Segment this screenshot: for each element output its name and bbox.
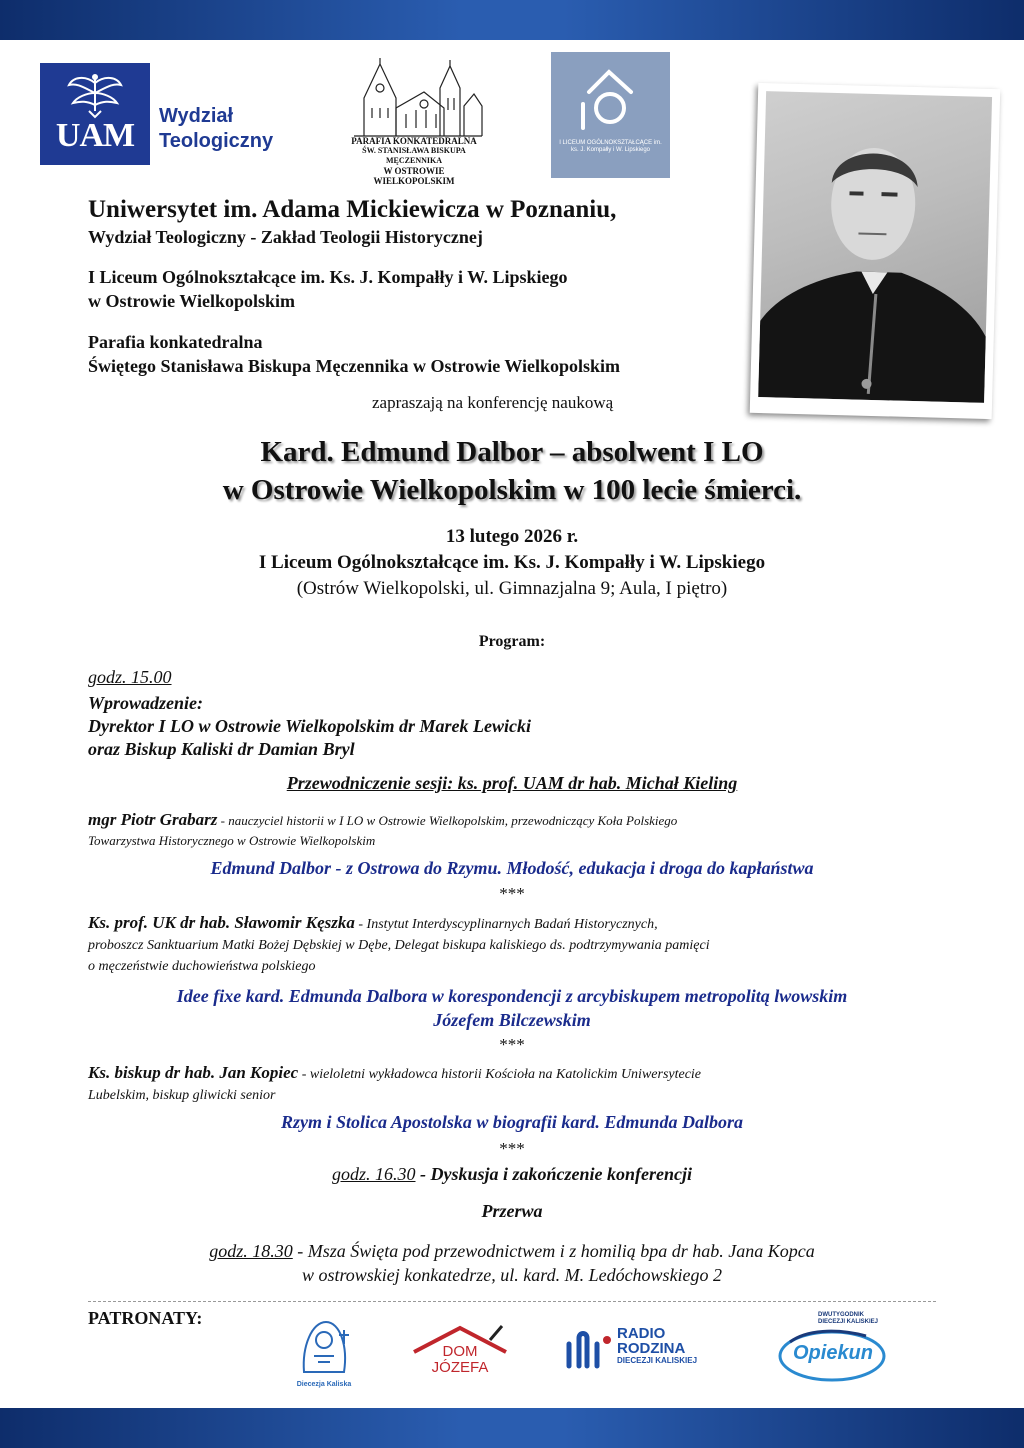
patronage-divider (88, 1301, 936, 1302)
patron-opiekun (776, 1312, 890, 1382)
discussion-time: godz. 16.30 (331, 1164, 416, 1184)
uam-logo (40, 63, 150, 165)
organizer-parish-line-1: Parafia konkatedralna (88, 332, 263, 352)
event-date: 13 lutego 2026 r. (445, 526, 579, 547)
intro-line-1: Dyrektor I LO w Ostrowie Wielkopolskim dr Marek Lewicki (88, 716, 531, 736)
speaker-1-bio-line-1: - nauczyciel historii w I LO w Ostrowie Wielkopolskim, przewodniczący Koła Polskiego (217, 813, 678, 828)
school-logo (551, 52, 670, 178)
dom-line-1: DOM (442, 1343, 478, 1360)
discussion (0, 1164, 1024, 1185)
speaker-2-talk-line-1: Idee fixe kard. Edmunda Dalbora w korespondencji z arcybiskupem metropolitą lwowskim (176, 986, 848, 1006)
organizer-school-line-2: w Ostrowie Wielkopolskim (88, 291, 296, 311)
start-time: godz. 15.00 (88, 667, 172, 687)
eagle-icon (65, 71, 125, 119)
radio-line-3: DIECEZJI KALISKIEJ (617, 1356, 698, 1365)
parish-caption-2: ŚW. STANISŁAWA BISKUPA MĘCZENNIKA (362, 146, 466, 165)
separator-1: *** (499, 884, 525, 903)
invitation-text: zapraszają na konferencję naukową (372, 393, 614, 412)
school-emblem-icon (551, 52, 670, 138)
organizer-university: Uniwersytet im. Adama Mickiewicza w Poznaniu, (88, 196, 617, 223)
conference-title-line-2: w Ostrowie Wielkopolskim w 100 lecie śmierci. (222, 474, 802, 506)
radio-line-2: RODZINA (617, 1340, 686, 1357)
speaker-2-talk (0, 984, 1024, 1032)
opiekun-small-line-2: DIECEZJI KALISKIEJ (818, 1319, 879, 1325)
conference-title (0, 433, 1024, 509)
session-chair: Przewodniczenie sesji: ks. prof. UAM dr hab. Michał Kieling (286, 773, 738, 793)
school-logo-caption: I LICEUM OGÓLNOKSZTAŁCĄCE im. ks. J. Kompałły i W. Lipskiego (559, 140, 662, 153)
speaker-3-bio-line-1: - wieloletni wykładowca historii Kościoła na Katolickim Uniwersytecie (298, 1067, 702, 1082)
intro-line-2: oraz Biskup Kaliski dr Damian Bryl (88, 739, 355, 759)
organizer-department: Wydział Teologiczny - Zakład Teologii Historycznej (88, 227, 483, 247)
organizer-parish-line-2: Świętego Stanisława Biskupa Męczennika w Ostrowie Wielkopolskim (88, 356, 621, 376)
speaker-2-talk-line-2: Józefem Bilczewskim (433, 1010, 591, 1030)
speaker-3-bio (88, 1063, 928, 1106)
bottom-color-band (0, 1408, 1024, 1448)
speaker-3-talk: Rzym i Stolica Apostolska w biografii kard. Edmunda Dalbora (281, 1112, 743, 1132)
faculty-line-2: Teologiczny (159, 130, 274, 152)
cathedral-icon (344, 58, 484, 138)
speaker-2-bio-line-3: o męczeństwie duchowieństwa polskiego (88, 959, 316, 974)
diecezja-label: Diecezja Kaliska (296, 1381, 352, 1388)
speaker-2-bio-line-1: - Instytut Interdyscyplinarnych Badań Historycznych, (354, 917, 658, 932)
radio-line-1: RADIO (617, 1325, 666, 1342)
speaker-1-bio-line-2: Towarzystwa Historycznego w Ostrowie Wielkopolskim (88, 833, 376, 848)
portrait-figure-icon (758, 91, 992, 403)
speaker-3-name: Ks. biskup dr hab. Jan Kopiec (88, 1063, 299, 1082)
organizer-school (88, 265, 568, 313)
patron-dom-jozefa (410, 1322, 510, 1382)
intro-label: Wprowadzenie: (88, 693, 204, 713)
speaker-1-talk: Edmund Dalbor - z Ostrowa do Rzymu. Młodość, edukacja i droga do kapłaństwa (210, 858, 814, 878)
patronage-label: PATRONATY: (88, 1308, 203, 1328)
top-color-band (0, 0, 1024, 40)
dom-jozefa-text (424, 1344, 496, 1376)
speaker-1-bio (88, 810, 928, 851)
parish-caption-3: W OSTROWIE WIELKOPOLSKIM (373, 166, 455, 186)
mass-text-line-2: w ostrowskiej konkatedrze, ul. kard. M. Ledóchowskiego 2 (301, 1265, 723, 1285)
organizer-school-line-1: I Liceum Ogólnokształcące im. Ks. J. Kompałły i W. Lipskiego (88, 267, 568, 287)
opiekun-small-text (818, 1312, 878, 1326)
separator-2: *** (499, 1035, 525, 1054)
radio-waves-icon (563, 1330, 613, 1370)
separator-3: *** (499, 1139, 525, 1158)
parish-logo-caption (344, 136, 484, 186)
faculty-line-1: Wydział (159, 105, 234, 127)
speaker-1-name: mgr Piotr Grabarz (88, 810, 218, 829)
discussion-text: - Dyskusja i zakończenie konferencji (415, 1164, 692, 1184)
patron-radio-rodzina (563, 1326, 713, 1374)
mass-time: godz. 18.30 (209, 1241, 293, 1261)
mass-text-line-1: - Msza Święta pod przewodnictwem i z homilią bpa dr hab. Jana Kopca (292, 1241, 815, 1261)
diocese-madonna-icon (294, 1316, 354, 1376)
program-heading: Program: (478, 633, 546, 650)
speaker-2-bio (88, 913, 928, 977)
portrait-image (758, 91, 992, 403)
event-address: (Ostrów Wielkopolski, ul. Gimnazjalna 9; Aula, I piętro) (296, 578, 728, 599)
opiekun-small-line-1: DWUTYGODNIK (818, 1312, 864, 1318)
conference-title-line-1: Kard. Edmund Dalbor – absolwent I LO (260, 436, 764, 468)
uam-letters: UAM (55, 117, 135, 154)
break: Przerwa (481, 1201, 543, 1221)
parish-caption-1: PARAFIA KONKATEDRALNA (351, 136, 477, 146)
radio-rodzina-text (617, 1326, 697, 1366)
introduction (88, 692, 531, 761)
parish-logo (344, 58, 484, 186)
holy-mass (0, 1239, 1024, 1287)
dom-line-2: JÓZEFA (431, 1359, 489, 1376)
faculty-name (159, 104, 273, 154)
speaker-2-bio-line-2: proboszcz Sanktuarium Matki Bożej Dębskiej w Dębe, Delegat biskupa kaliskiego ds. podtrzymywania pamięci (88, 938, 710, 953)
patron-diecezja-kaliska (292, 1316, 356, 1396)
speaker-3-bio-line-2: Lubelskim, biskup gliwicki senior (88, 1088, 276, 1103)
opiekun-name: Opiekun (792, 1342, 873, 1364)
organizer-parish (88, 330, 620, 378)
speaker-2-name: Ks. prof. UK dr hab. Sławomir Kęszka (88, 913, 355, 932)
cardinal-portrait-photo (750, 83, 1001, 419)
event-venue: I Liceum Ogólnokształcące im. Ks. J. Kompałły i W. Lipskiego (258, 552, 766, 573)
